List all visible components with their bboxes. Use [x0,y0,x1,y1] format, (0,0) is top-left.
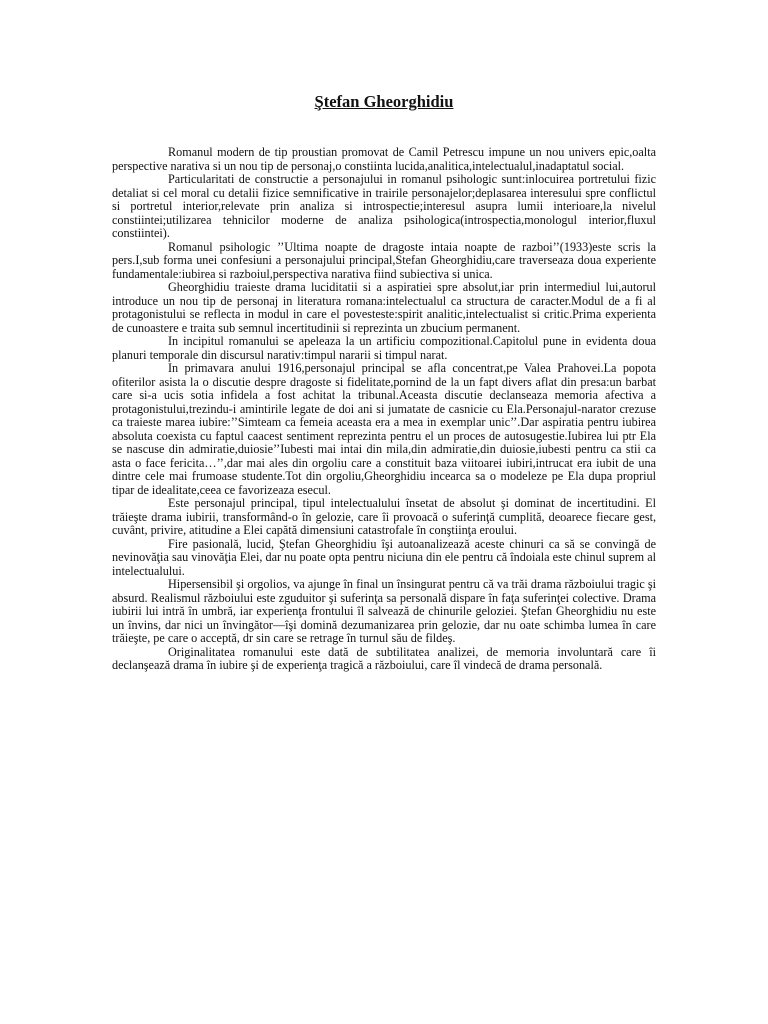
document-page [112,92,656,673]
paragraph: Fire pasională, lucid, Ştefan Gheorghidiu îşi autoanalizează aceste chinuri ca să se convingă de nevinovăţia sau vinovăţia Elei, dar nu poate opta pentru niciuna din ele pentru că îndoiala este chinul suprem al intelectualului. [112,536,656,578]
document-title: Ştefan Gheorghidiu [314,92,454,111]
document-body [112,146,656,673]
paragraph: Romanul modern de tip proustian promovat de Camil Petrescu impune un nou univers epic,oalta perspective narativa si un nou tip de personaj,o constiinta lucida,analitica,intelectualul,inadaptatul social. [112,145,656,173]
paragraph: Hipersensibil şi orgolios, va ajunge în final un însingurat pentru că va trăi drama războiului tragic şi absurd. Realismul războiului este zguduitor şi suferinţa sa personală dispare în faţa suferinţei colective. Drama iubirii lui intră în umbră, iar experienţa frontului îl salvează de chinurile geloziei. Ştefan Gheorghidiu nu este un învins, dar nici un învingător—îşi domină dezumanizarea prin gelozie, dar nu oate schimba lumea în care trăieşte, pe care o acceptă, dr sin care se retrage în turnul său de fildeş. [112,577,656,645]
paragraph: Romanul psihologic ’’Ultima noapte de dragoste intaia noapte de razboi’’(1933)este scris la pers.I,sub forma unei confesiuni a personajului principal,Stefan Gheorghidiu,care traverseaza doua experiente fundamentale:iubirea si razboiul,perspectiva narativa fiind subiectiva si unica. [112,239,656,281]
paragraph: In primavara anului 1916,personajul principal se afla concentrat,pe Valea Prahovei.La popota ofiterilor asista la o discutie despre dragoste si fidelitate,pornind de la un fapt divers aflat din presa:un barbat care si-a ucis sotia infidela a fost achitat la tribunal.Aceasta discutie declanseaza memoria afectiva a protagonistului,trezindu-i amintirile legate de doi ani si jumatate de casnicie cu Ela.Personajul-narator crezuse ca traieste marea iubire:’’Simteam ca femeia aceasta era a mea in exemplar unic’’.Dar aspiratia pentru iubirea absoluta coexista cu faptul caacest sentiment reprezinta pentru el un proces de autosugestie.Iubirea lui ptr Ela se nascuse din admiratie,duiosie’’Iubesti mai intai din mila,din admiratie,din duiosie,iubesti pentru ca stii ca asta o face fericita…’’,dar mai ales din orgoliu care a constituit baza viitoarei iubiri,intrucat era iubit de una dintre cele mai frumoase studente.Tot din orgoliu,Gheorghidiu incearca sa o modeleze pe Ela dupa propriul tipar de idealitate,ceea ce favorizeaza esecul. [112,361,656,497]
paragraph: Este personajul principal, tipul intelectualului însetat de absolut şi dominat de incertitudini. El trăieşte drama iubirii, transformând-o în gelozie, care îi provoacă o suferinţă cumplită, deoarece fiecare gest, cuvânt, privire, atitudine a Elei capătă dimensiuni catastrofale în conştiinţa eroului. [112,496,656,537]
paragraph: Originalitatea romanului este dată de subtilitatea analizei, de memoria involuntară care îi declanşează drama în iubire şi de experienţa tragică a războiului, care îl vindecă de drama personală. [112,644,656,672]
paragraph: In incipitul romanului se apeleaza la un artificiu compozitional.Capitolul pune in evidenta doua planuri temporale din discursul narativ:timpul nararii si timpul narat. [112,334,656,362]
paragraph: Particularitati de constructie a personajului in romanul psihologic sunt:inlocuirea portretului fizic detaliat si cel moral cu detalii fizice semnificative in trairile personajelor;deplasarea interesului spre conflictul si portretul interior,relevate prin analiza si introspectie;interesul asupra lumii interioare,la nivelul constiintei;utilizarea tehnicilor moderne de analiza psihologica(introspectia,monologul interior,fluxul constiintei). [112,172,656,240]
paragraph: Gheorghidiu traieste drama luciditatii si a aspiratiei spre absolut,iar prin intermediul lui,autorul introduce un nou tip de personaj in literatura romana:intelectualul ca structura de caracter.Modul de a fi al protagonistului se reflecta in modul in care el povesteste:spirit analitic,intelectualist si critic.Prima experienta de cunoastere e traita sub semnul incertitudinii si reprezinta un zbucium permanent. [112,280,656,335]
